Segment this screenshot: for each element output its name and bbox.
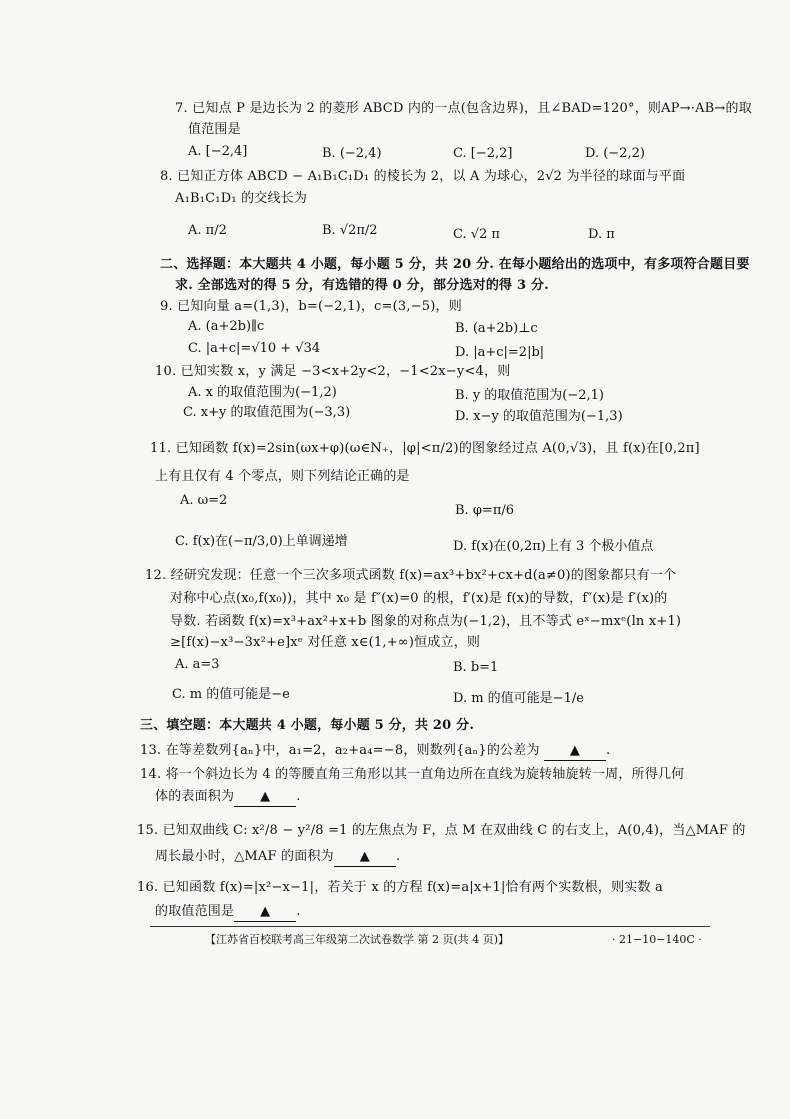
q12-option-b: B. b=1 [453,660,499,675]
blank-triangle-icon: ▲ [569,743,581,758]
footer-divider [150,926,710,927]
section2-heading-line2: 求. 全部选对的得 5 分，有选错的得 0 分，部分选对的得 3 分. [175,278,549,293]
q12-option-d: D. m 的值可能是−1/e [453,691,584,706]
q14-stem-line2 [155,788,301,807]
q13-text: 13. 在等差数列{aₙ}中，a₁=2，a₂+a₄=−8，则数列{aₙ}的公差为 [140,743,540,758]
q14-text: 体的表面积为 [155,789,235,804]
q13-answer-blank [544,742,606,761]
q13-stem [140,742,610,761]
q9-option-a: A. (a+2b)∥c [188,319,265,334]
q15-answer-blank [334,848,396,867]
footer-title: 【江苏省百校联考高三年级第二次试卷数学 第 2 页(共 4 页)】 [205,933,510,946]
q10-option-a: A. x 的取值范围为(−1,2) [188,385,337,400]
q8-option-d: D. π [588,227,615,242]
q11-stem-line1: 11. 已知函数 f(x)=2sin(ωx+φ)(ω∈N₊，|φ|<π/2)的图象经过点 A(0,√3)，且 f(x)在[0,2π] [150,441,700,456]
q16-end: . [296,904,301,919]
q8-option-c: C. √2 π [453,227,500,242]
footer-code: · 21−10−140C · [612,933,702,946]
q14-end: . [296,789,301,804]
q14-answer-blank [234,788,296,807]
q8-option-a: A. π/2 [188,223,227,238]
q16-stem-line1: 16. 已知函数 f(x)=|x²−x−1|，若关于 x 的方程 f(x)=a|x+1|恰有两个实数根，则实数 a [137,880,664,895]
q15-text: 周长最小时，△MAF 的面积为 [155,849,334,864]
section2-heading-line1: 二、选择题：本大题共 4 小题，每小题 5 分，共 20 分. 在每小题给出的选项中，有多项符合题目要 [160,257,750,272]
q14-stem-line1: 14. 将一个斜边长为 4 的等腰直角三角形以其一直角边所在直线为旋转轴旋转一周，所得几何 [140,767,685,782]
q11-stem-line2: 上有且仅有 4 个零点，则下列结论正确的是 [155,469,410,484]
q10-option-c: C. x+y 的取值范围为(−3,3) [183,405,351,420]
q12-stem-line2: 对称中心点(x₀,f(x₀))，其中 x₀ 是 f″(x)=0 的根，f′(x)是 f(x)的导数，f″(x)是 f′(x)的 [170,591,668,606]
q8-stem-line2: A₁B₁C₁D₁ 的交线长为 [175,191,308,206]
q12-stem-line3: 导数. 若函数 f(x)=x³+ax²+x+b 图象的对称点为(−1,2)，且不等式 eˣ−mxᵉ(ln x+1) [170,614,682,629]
q15-stem-line1: 15. 已知双曲线 C: x²/8 − y²/8 =1 的左焦点为 F，点 M 在双曲线 C 的右支上，A(0,4)，当△MAF 的 [137,823,746,838]
q7-option-d: D. (−2,2) [585,146,645,161]
q10-stem: 10. 已知实数 x，y 满足 −3<x+2y<2，−1<2x−y<4，则 [155,364,511,379]
q7-option-c: C. [−2,2] [453,146,513,161]
q7-option-b: B. (−2,4) [322,146,382,161]
q9-option-d: D. |a+c|=2|b| [455,345,545,360]
blank-triangle-icon: ▲ [260,789,271,804]
q7-stem-line2: 值范围是 [188,122,241,137]
q9-option-b: B. (a+2b)⊥c [455,321,538,336]
q7-option-a: A. [−2,4] [188,144,248,159]
q11-option-b: B. φ=π/6 [455,503,515,518]
q7-stem-line1: 7. 已知点 P 是边长为 2 的菱形 ABCD 内的一点(包含边界)，且∠BAD=120°，则AP→·AB→的取 [175,101,752,116]
q13-end: . [605,743,611,758]
blank-triangle-icon: ▲ [260,904,271,919]
q11-option-c: C. f(x)在(−π/3,0)上单调递增 [175,534,348,549]
q11-option-a: A. ω=2 [180,493,228,508]
section3-heading: 三、填空题：本大题共 4 小题，每小题 5 分，共 20 分. [140,718,475,733]
q16-text: 的取值范围是 [155,904,235,919]
q15-end: . [395,849,401,864]
q15-stem-line2 [155,848,400,867]
blank-triangle-icon: ▲ [359,849,370,864]
q11-option-d: D. f(x)在(0,2π)上有 3 个极小值点 [453,539,654,554]
q9-option-c: C. |a+c|=√10 + √34 [188,341,321,356]
q8-option-b: B. √2π/2 [322,223,378,238]
q16-answer-blank [234,903,296,922]
q9-stem: 9. 已知向量 a=(1,3)，b=(−2,1)，c=(3,−5)，则 [160,299,462,314]
q10-option-b: B. y 的取值范围为(−2,1) [455,388,605,403]
q8-stem-line1: 8. 已知正方体 ABCD − A₁B₁C₁D₁ 的棱长为 2，以 A 为球心，2√2 为半径的球面与平面 [160,169,686,184]
q16-stem-line2 [155,903,301,922]
q12-stem-line1: 12. 经研究发现：任意一个三次多项式函数 f(x)=ax³+bx²+cx+d(a≠0)的图象都只有一个 [145,568,677,583]
q12-stem-line4: ≥[f(x)−x³−3x²+e]xᵉ 对任意 x∈(1,+∞)恒成立，则 [170,635,481,650]
q10-option-d: D. x−y 的取值范围为(−1,3) [455,409,623,424]
q12-option-a: A. a=3 [175,657,220,672]
q12-option-c: C. m 的值可能是−e [172,687,290,702]
